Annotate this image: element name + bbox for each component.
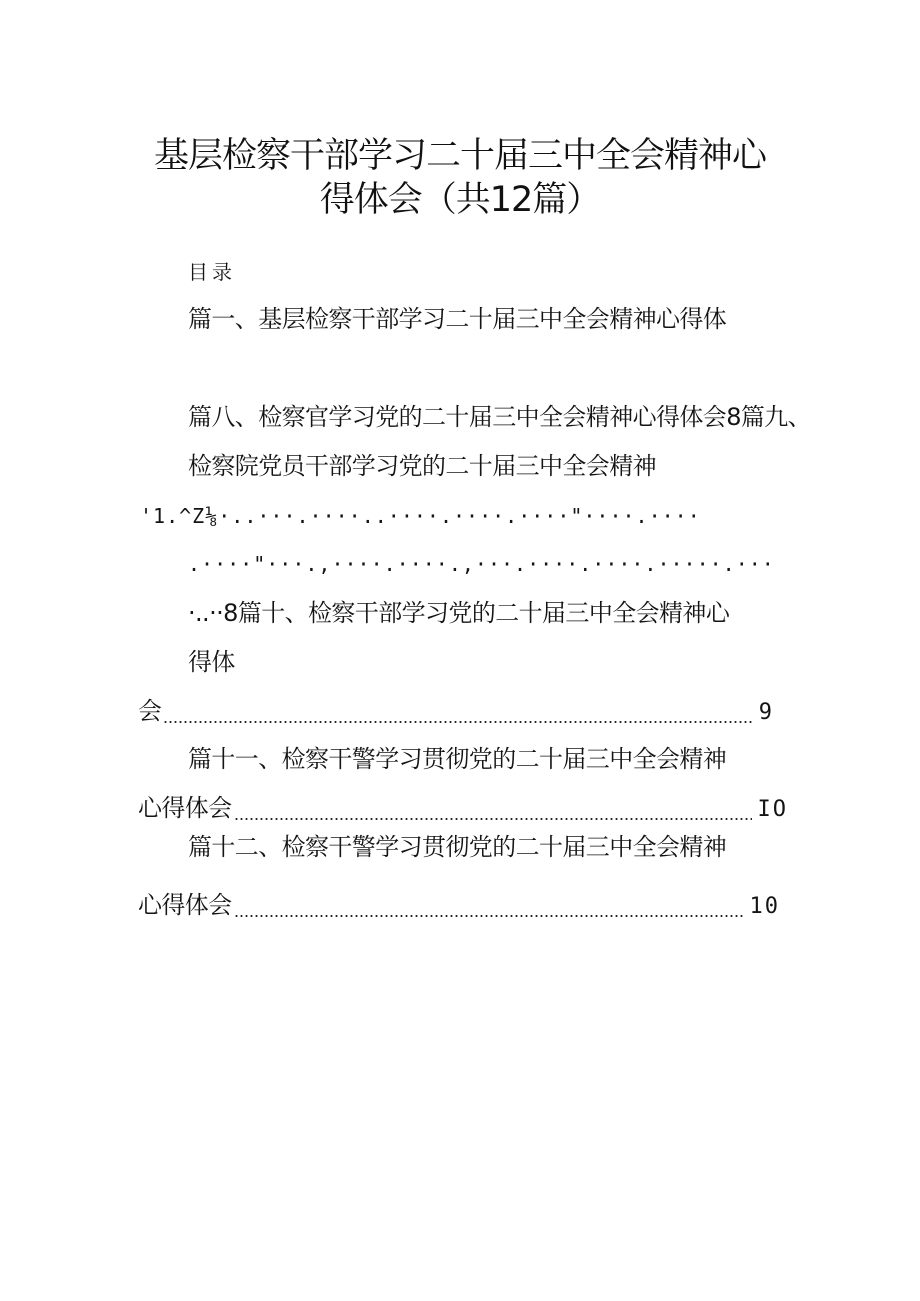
toc-line-1: 篇一、基层检察干部学习二十届三中全会精神心得体 (188, 305, 727, 333)
dot-leader (163, 721, 752, 723)
toc-garbled-dots-2: .····"···.,····.····.,···.····.····.·····.··· (188, 552, 775, 576)
toc-entry-10-text: 会 (138, 697, 162, 725)
toc-entry-11-heading: 篇十一、检察干警学习贯彻党的二十届三中全会精神 (188, 745, 727, 773)
toc-entry-10 (138, 695, 774, 729)
dot-leader (234, 915, 744, 917)
document-title-line-2: 得体会（共12篇） (319, 180, 601, 220)
toc-line-3: 检察院党员干部学习党的二十届三中全会精神 (188, 452, 656, 480)
document-title-line-1: 基层检察干部学习二十届三中全会精神心 (153, 136, 766, 176)
toc-line-4: ·..··8篇十、检察干部学习党的二十届三中全会精神心 (188, 599, 730, 627)
toc-entry-11 (138, 792, 788, 826)
dot-leader (234, 818, 752, 820)
toc-entry-12-heading: 篇十二、检察干警学习贯彻党的二十届三中全会精神 (188, 833, 727, 861)
toc-line-5: 得体 (188, 648, 235, 676)
toc-entry-12-text: 心得体会 (138, 891, 232, 919)
toc-entry-12 (138, 889, 780, 923)
toc-entry-12-page: 10 (749, 894, 780, 919)
toc-entry-11-text: 心得体会 (138, 794, 232, 822)
toc-garbled-dots-1: '1.^Z⅛·..···.····..····.····.····"····.···· (140, 504, 701, 528)
toc-line-2: 篇八、检察官学习党的二十届三中全会精神心得体会8篇九、 (188, 403, 812, 431)
toc-entry-10-page: 9 (758, 700, 774, 725)
toc-entry-11-page: IO (757, 797, 788, 822)
toc-label: 目录 (188, 260, 236, 284)
